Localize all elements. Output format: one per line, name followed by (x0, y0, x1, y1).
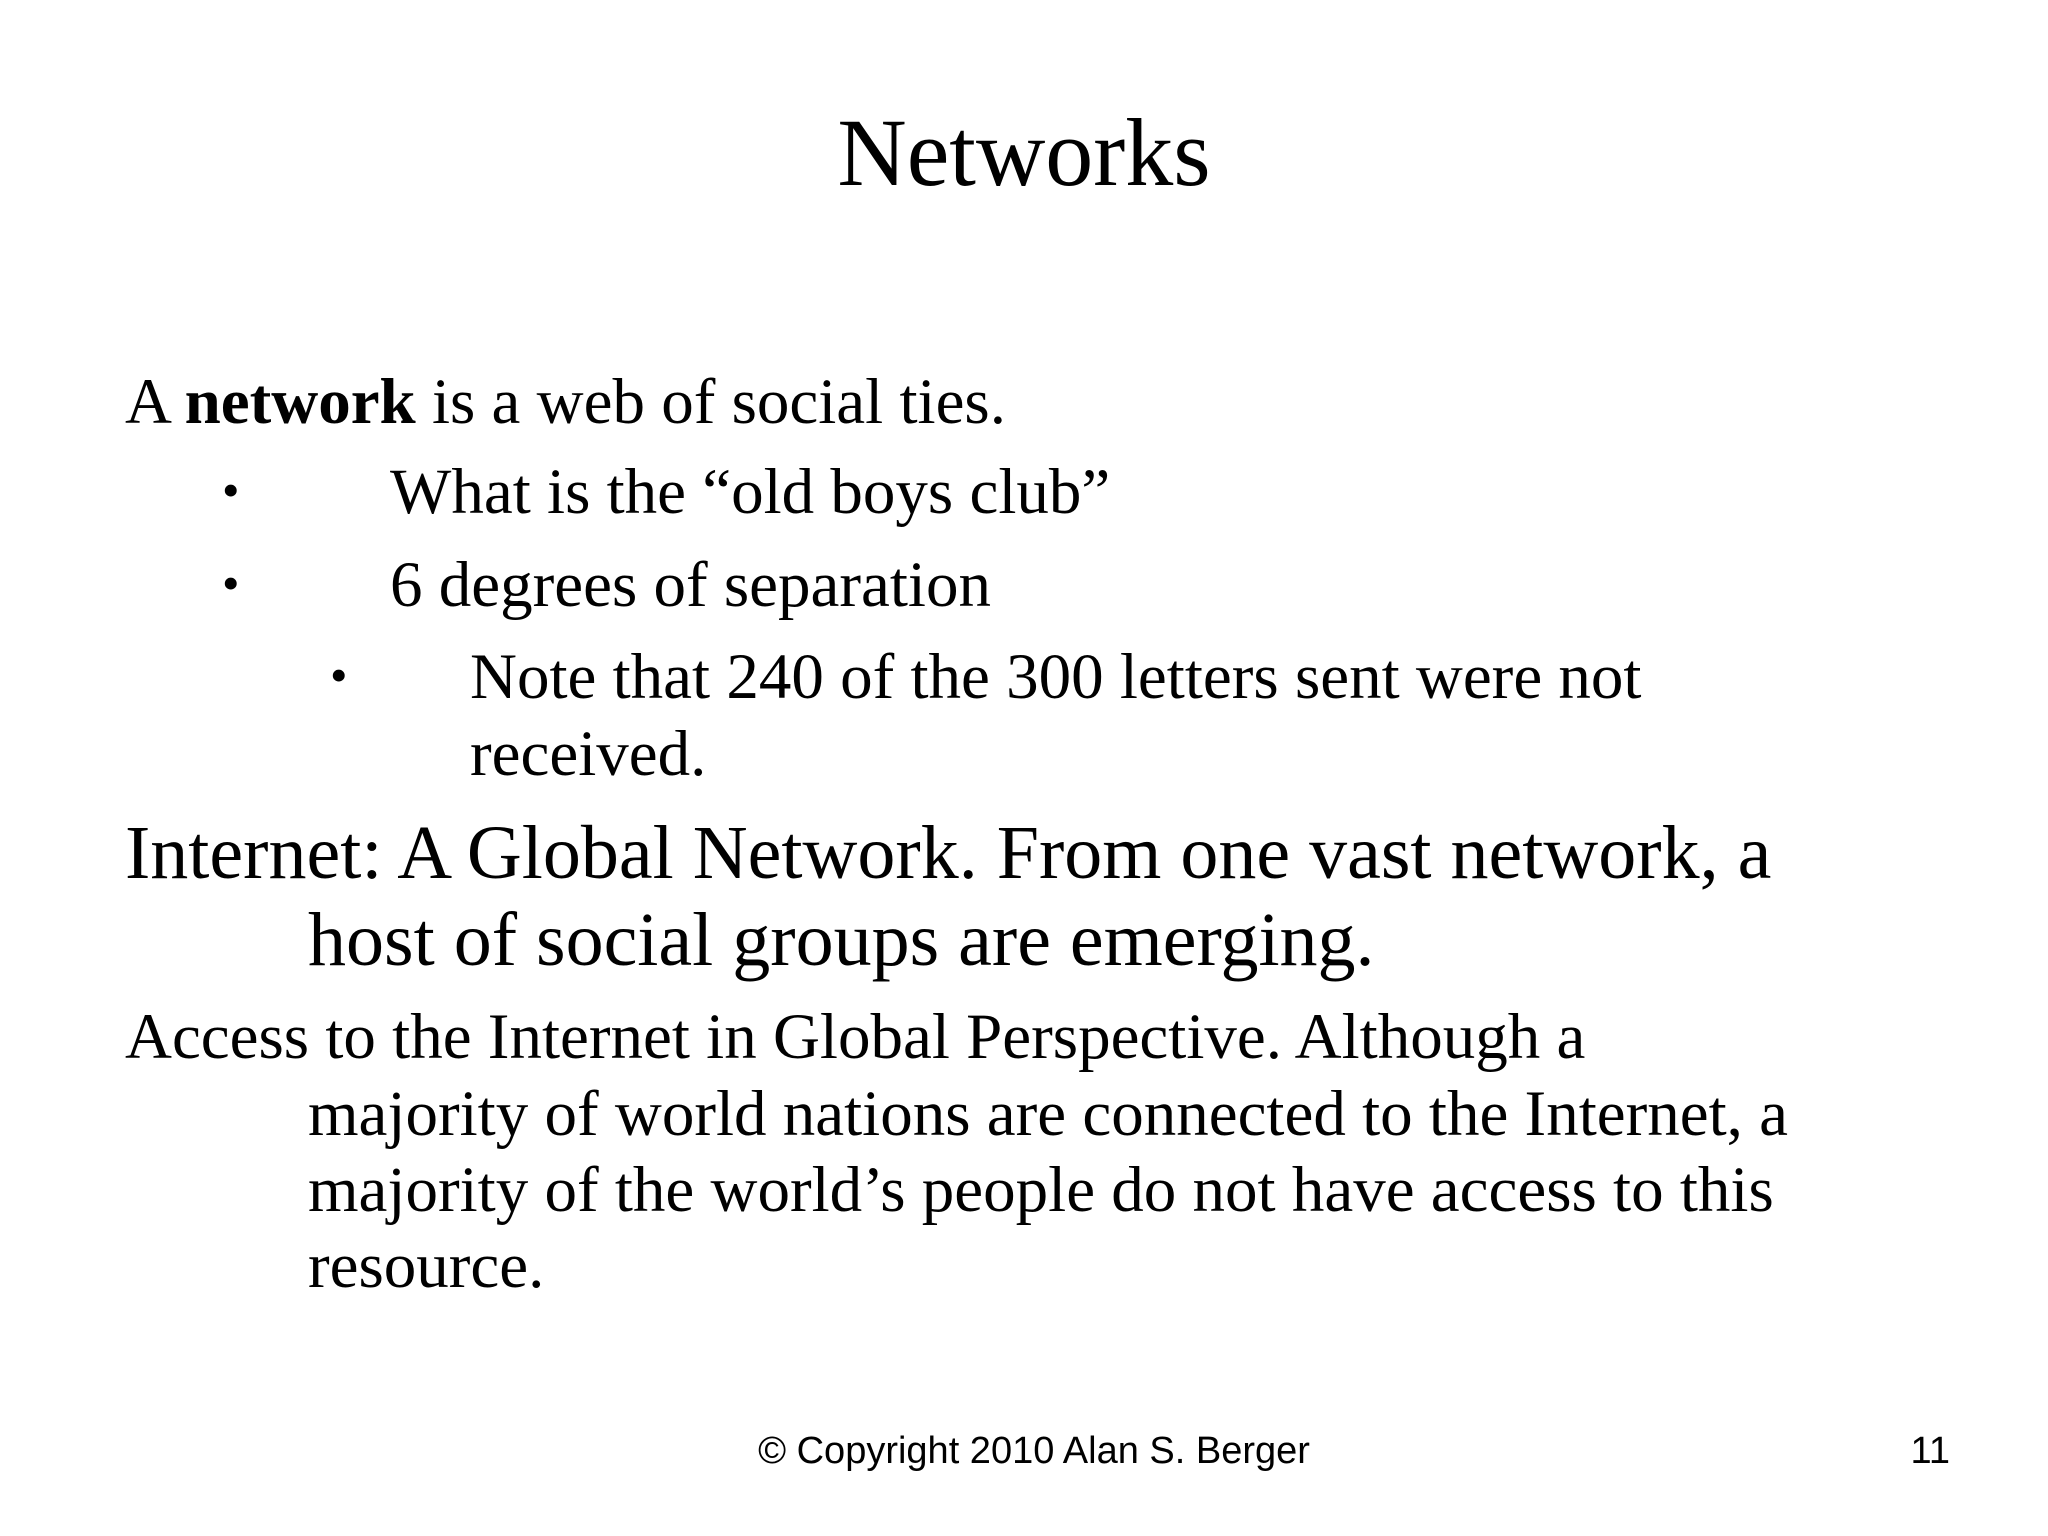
access-paragraph-line1: Access to the Internet in Global Perspective. Although a (125, 1001, 1586, 1073)
subbullet-letters-line2: received. (470, 718, 707, 790)
access-paragraph-line2: majority of world nations are connected to the Internet, a (308, 1078, 1789, 1150)
slide-title: Networks (837, 99, 1211, 206)
internet-paragraph-line2: host of social groups are emerging. (308, 898, 1375, 982)
internet-paragraph-line1: Internet: A Global Network. From one vast network, a (125, 811, 1772, 895)
definition-term: network (184, 366, 416, 438)
network-definition (125, 366, 1006, 438)
bullet-six-degrees: 6 degrees of separation (390, 549, 991, 621)
subbullet-marker: • (330, 647, 348, 703)
definition-prefix: A (125, 366, 185, 438)
footer-copyright: © Copyright 2010 Alan S. Berger (758, 1430, 1310, 1472)
definition-suffix: is a web of social ties. (415, 366, 1006, 438)
slide-number: 11 (1910, 1430, 1950, 1472)
bullet-marker: • (222, 555, 240, 611)
subbullet-letters-line1: Note that 240 of the 300 letters sent were not (470, 641, 1642, 713)
bullet-marker: • (222, 462, 240, 518)
bullet-old-boys-club: What is the “old boys club” (390, 456, 1111, 528)
access-paragraph-line4: resource. (308, 1230, 545, 1302)
access-paragraph-line3: majority of the world’s people do not have access to this (308, 1154, 1774, 1226)
